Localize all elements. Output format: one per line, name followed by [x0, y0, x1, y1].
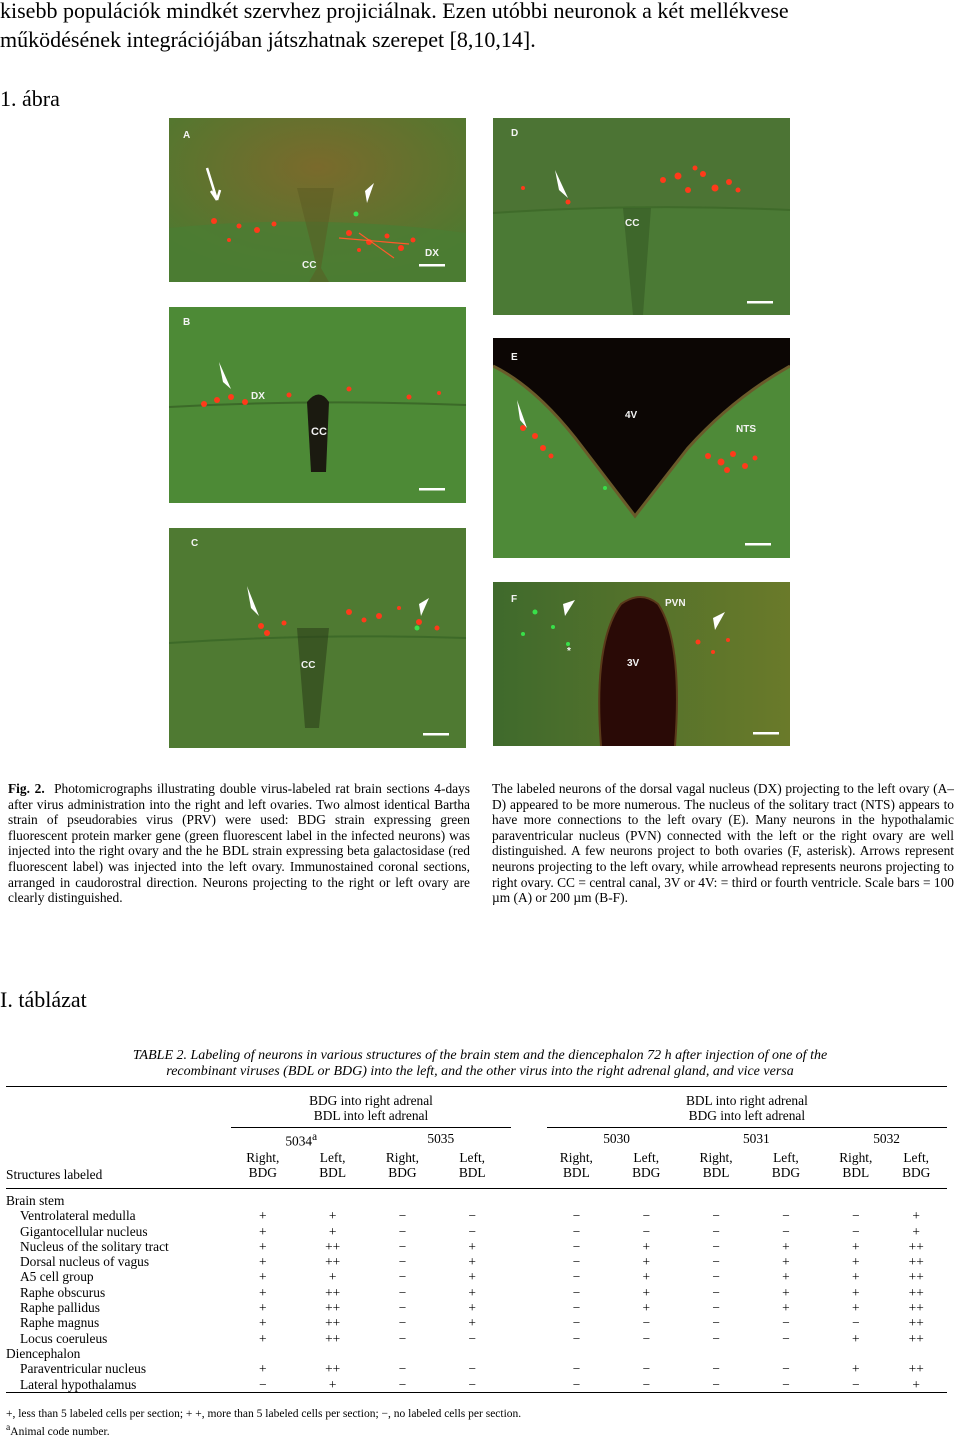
structure-label: Lateral hypothalamus — [20, 1376, 137, 1392]
group-gap — [511, 1254, 547, 1269]
panel-b-label-dx: DX — [251, 391, 265, 402]
table-cell: − — [712, 1238, 720, 1254]
sub-header-4-virus: BDL — [458, 1165, 486, 1180]
table-cell: + — [468, 1238, 476, 1254]
group-gap — [511, 1361, 547, 1376]
table-cell: − — [468, 1208, 476, 1224]
figure-caption-label: Fig. 2. — [8, 781, 45, 796]
group-gap — [511, 1224, 547, 1239]
table-cell: − — [468, 1223, 476, 1239]
table-cell: ++ — [908, 1269, 924, 1285]
figure-caption-left — [8, 781, 470, 906]
panel-c-letter: C — [191, 538, 199, 549]
group-gap — [511, 1208, 547, 1223]
panel-f-label-3v: 3V — [627, 658, 640, 669]
table-cell: ++ — [325, 1315, 341, 1331]
table-cell: − — [712, 1361, 720, 1377]
group-header-1-line-2: BDL into left adrenal — [313, 1108, 429, 1124]
structure-label: Dorsal nucleus of vagus — [20, 1254, 150, 1270]
micrograph-c-image — [169, 528, 466, 748]
micrograph-panel-f — [493, 582, 790, 746]
table-cell: + — [642, 1269, 650, 1285]
panel-d-label-cc: CC — [625, 218, 640, 229]
table-footnote-line-2-text: Animal code number. — [10, 1425, 110, 1438]
animal-5031: 5031 — [686, 1128, 826, 1151]
sub-header-7-virus: BDL — [702, 1165, 730, 1180]
structure-label: Gigantocellular nucleus — [20, 1223, 148, 1239]
sub-header-4-side: Left, — [459, 1150, 486, 1165]
sub-header-9-virus: BDL — [842, 1165, 870, 1180]
section-name: Diencephalon — [6, 1345, 81, 1361]
table-cell: − — [642, 1223, 650, 1239]
table-cell: + — [642, 1284, 650, 1300]
sub-header-5-side: Right, — [559, 1150, 593, 1165]
animal-5030: 5030 — [547, 1128, 687, 1151]
structure-label: Locus coeruleus — [20, 1330, 108, 1346]
table-cell: − — [572, 1330, 581, 1346]
table-row — [6, 1269, 947, 1284]
table-cell: + — [782, 1254, 790, 1270]
table-cell: − — [398, 1223, 407, 1239]
table-cell: − — [782, 1315, 790, 1331]
table-cell: + — [259, 1254, 267, 1270]
table-cell: + — [782, 1284, 790, 1300]
micrograph-b-image — [169, 307, 466, 503]
table-cell: + — [912, 1208, 920, 1224]
sub-header-8-virus: BDG — [771, 1165, 801, 1180]
group-header-2-line-1: BDL into right adrenal — [685, 1093, 808, 1108]
sub-header-1-virus: BDG — [248, 1165, 277, 1180]
structure-label: Nucleus of the solitary tract — [20, 1238, 169, 1254]
sub-header-9-side: Right, — [839, 1150, 873, 1165]
table-cell: − — [782, 1223, 790, 1239]
body-text-line-1: kisebb populációk mindkét szervhez projiciálnak. Ezen utóbbi neuronok a két mellékvese — [0, 0, 789, 23]
scale-bar — [745, 543, 771, 546]
table-cell: − — [712, 1376, 720, 1392]
table-cell: ++ — [325, 1300, 341, 1316]
table-title-line-1: TABLE 2. Labeling of neurons in various structures of the brain stem and the diencephalon 72 h after injection of one of the — [132, 1048, 828, 1063]
table-row — [6, 1361, 947, 1376]
table-cell: ++ — [908, 1315, 924, 1331]
table-cell: + — [468, 1284, 476, 1300]
table-title — [60, 1048, 900, 1080]
micrograph-e-image — [493, 338, 790, 558]
section-name: Brain stem — [6, 1193, 65, 1208]
table-cell: + — [259, 1284, 267, 1300]
table-cell: ++ — [325, 1254, 341, 1270]
structure-label: Ventrolateral medulla — [20, 1208, 136, 1224]
table-cell: − — [572, 1208, 581, 1224]
table-cell: − — [572, 1361, 581, 1377]
micrograph-d-image — [493, 118, 790, 315]
structure-label: Raphe magnus — [20, 1315, 100, 1331]
table-cell: + — [328, 1208, 337, 1224]
structure-label: Paraventricular nucleus — [20, 1361, 147, 1377]
table-row — [6, 1315, 947, 1330]
table-cell: − — [468, 1361, 476, 1377]
animal-footnote-mark: a — [312, 1130, 318, 1143]
table-cell: − — [398, 1269, 407, 1285]
table-cell: + — [642, 1238, 650, 1254]
table-row — [6, 1300, 947, 1315]
table-cell: + — [852, 1284, 860, 1300]
table-cell: − — [572, 1376, 581, 1392]
table-footnote-mark: a — [6, 1422, 11, 1433]
sub-header-7 — [686, 1150, 745, 1189]
sub-header-10 — [885, 1150, 947, 1189]
table-cell: − — [712, 1269, 720, 1285]
sub-header-10-virus: BDG — [902, 1165, 931, 1180]
group-gap — [511, 1300, 547, 1315]
panel-a-letter: A — [183, 130, 191, 141]
group-header-2 — [547, 1087, 947, 1128]
table-cell: − — [782, 1208, 790, 1224]
table-row — [6, 1239, 947, 1254]
structure-label: A5 cell group — [20, 1269, 94, 1285]
sub-header-8-side: Left, — [773, 1150, 799, 1165]
table-cell: ++ — [325, 1238, 341, 1254]
table-row — [6, 1285, 947, 1300]
panel-e-letter: E — [511, 352, 518, 363]
table-cell: − — [259, 1376, 267, 1392]
table-cell: − — [572, 1254, 581, 1270]
section-header-row — [6, 1189, 947, 1209]
table-cell: − — [852, 1208, 860, 1224]
scale-bar — [419, 488, 445, 491]
table-cell: + — [328, 1376, 337, 1392]
structure-label: Raphe obscurus — [20, 1284, 106, 1300]
group-gap — [511, 1315, 547, 1330]
table-cell: − — [782, 1361, 790, 1377]
panel-a-label-dx: DX — [425, 248, 439, 259]
sub-header-8 — [746, 1150, 826, 1189]
table-cell: + — [259, 1315, 267, 1331]
table-cell: + — [782, 1300, 790, 1316]
table-row — [6, 1331, 947, 1346]
micrograph-panel-e — [493, 338, 790, 558]
table-cell: + — [259, 1238, 267, 1254]
sub-header-2-virus: BDL — [319, 1165, 347, 1180]
table-cell: ++ — [908, 1361, 924, 1377]
panel-e-label-4v: 4V — [625, 410, 638, 421]
table-cell: + — [259, 1300, 267, 1316]
animal-5034 — [231, 1128, 371, 1151]
table-footnote-line-2 — [6, 1421, 521, 1439]
table-cell: + — [852, 1269, 860, 1285]
table-cell: − — [398, 1208, 407, 1224]
group-header-1-line-1: BDG into right adrenal — [309, 1093, 433, 1108]
animal-row — [6, 1128, 947, 1151]
panel-e-label-nts: NTS — [736, 424, 756, 435]
table-cell: + — [912, 1376, 920, 1392]
table-cell: + — [782, 1238, 790, 1254]
table-footnote-line-1: +, less than 5 labeled cells per section; + +, more than 5 labeled cells per section; −, no labeled cells per section. — [6, 1408, 522, 1420]
micrograph-a-image — [169, 118, 466, 282]
panel-c-label-cc: CC — [301, 660, 316, 671]
sub-header-6 — [606, 1150, 686, 1189]
animal-5034-code: 5034 — [285, 1133, 313, 1149]
table-cell: − — [398, 1284, 407, 1300]
panel-a-label-cc: CC — [302, 260, 317, 271]
body-text-line-2: működésének integrációjában játszhatnak szerepet [8,10,14]. — [0, 27, 536, 52]
table-cell: − — [398, 1238, 407, 1254]
group-gap — [511, 1285, 547, 1300]
table-row — [6, 1208, 947, 1223]
table-cell: − — [642, 1361, 650, 1377]
micrograph-panel-b — [169, 307, 466, 503]
table-cell: − — [642, 1315, 650, 1331]
table-cell: − — [572, 1315, 581, 1331]
scale-bar — [753, 732, 779, 735]
table-cell: − — [572, 1300, 581, 1316]
table-cell: + — [782, 1269, 790, 1285]
scale-bar — [423, 733, 449, 736]
table-cell: + — [642, 1254, 650, 1270]
micrograph-panel-d — [493, 118, 790, 315]
table-cell: − — [642, 1208, 650, 1224]
sub-header-3-side: Right, — [385, 1150, 419, 1165]
structure-label: Raphe pallidus — [20, 1300, 100, 1316]
table-cell: + — [852, 1330, 860, 1346]
table-cell: − — [468, 1376, 476, 1392]
group-header-1 — [231, 1087, 510, 1128]
table-cell: − — [398, 1315, 407, 1331]
scale-bar — [747, 301, 773, 304]
micrograph-f-image — [493, 582, 790, 746]
panel-f-letter: F — [511, 594, 518, 605]
table-body — [6, 1189, 947, 1393]
sub-header-3-virus: BDG — [388, 1165, 417, 1180]
table-cell: − — [712, 1315, 720, 1331]
figure-caption-left-text: Photomicrographs illustrating double virus-labeled rat brain sections 4-days after virus administration into the right and left ovaries. Two almost identical Bartha strain of pseudorabies virus (PRV) were used: BDG strain expressing green fluorescent protein marker gene (green fluorescent label in the infected neurons) was injected into the right ovary and the he BDL strain expressing beta galactosidase (red fluorescent label) was injected into the left ovary. Immunostained coronal sections, arranged in caudorostral direction. Neurons projecting to the right or left ovary are clearly distinguished. — [8, 781, 470, 906]
table-title-line-2: recombinant viruses (BDL or BDG) into the left, and the other virus into the right adrenal gland, and vice versa — [166, 1064, 794, 1079]
panel-f-asterisk: * — [567, 646, 571, 657]
animal-5032: 5032 — [826, 1128, 947, 1151]
structures-header: Structures labeled — [6, 1166, 103, 1182]
micrograph-panel-c — [169, 528, 466, 748]
table-cell: − — [712, 1284, 720, 1300]
panel-f-label-pvn: PVN — [665, 598, 686, 609]
table-cell: + — [468, 1254, 476, 1270]
table-cell: + — [468, 1300, 476, 1316]
table-cell: + — [259, 1223, 267, 1239]
sub-header-6-virus: BDG — [632, 1165, 661, 1180]
table-cell: − — [572, 1223, 581, 1239]
sub-header-9 — [826, 1150, 885, 1189]
table-cell: + — [852, 1238, 860, 1254]
table-heading: I. táblázat — [0, 987, 87, 1012]
table-cell: − — [468, 1330, 476, 1346]
table-cell: ++ — [325, 1284, 341, 1300]
table-cell: ++ — [325, 1330, 341, 1346]
table-cell: + — [328, 1269, 337, 1285]
table-cell: ++ — [908, 1254, 924, 1270]
scale-bar — [419, 264, 445, 267]
table-cell: + — [852, 1254, 860, 1270]
panel-b-letter: B — [183, 317, 191, 328]
table-cell: − — [712, 1223, 720, 1239]
table-cell: − — [572, 1284, 581, 1300]
sub-header-5-virus: BDL — [562, 1165, 590, 1180]
sub-header-5 — [547, 1150, 606, 1189]
table-cell: − — [642, 1330, 650, 1346]
labeling-table — [6, 1086, 947, 1393]
table-cell: ++ — [908, 1238, 924, 1254]
table-cell: − — [852, 1315, 860, 1331]
panel-b-label-cc: CC — [311, 426, 327, 438]
table-cell: − — [712, 1208, 720, 1224]
group-header-2-line-2: BDG into left adrenal — [688, 1108, 806, 1124]
table-cell: + — [852, 1361, 860, 1377]
sub-header-2-side: Left, — [319, 1150, 346, 1165]
group-gap — [511, 1331, 547, 1346]
group-gap — [511, 1269, 547, 1284]
table-cell: + — [852, 1300, 860, 1316]
table-cell: − — [852, 1223, 860, 1239]
figure-caption-right: The labeled neurons of the dorsal vagal nucleus (DX) projecting to the left ovary (A–D) appeared to be more numerous. The nucleus of the solitary tract (NTS) appears to have more connections to the left ovary (E). Many neurons in the hypothalamic paraventricular nucleus (PVN) connected with the left or the right ovary are well distinguished. A few neurons project to both ovaries (F, asterisk). Arrows represent neurons projecting to the left ovary, while arrowhead represents neurons projecting to right ovary. CC = central canal, 3V or 4V: = third or fourth ventricle. Scale bars = 100 µm (A) or 200 µm (B-F). — [492, 781, 954, 906]
table-cell: + — [259, 1208, 267, 1224]
table-cell: − — [398, 1330, 407, 1346]
table-cell: − — [712, 1330, 720, 1346]
table-cell: − — [572, 1269, 581, 1285]
sub-header-6-side: Left, — [633, 1150, 660, 1165]
section-header-row — [6, 1346, 947, 1361]
sub-header-row — [6, 1150, 947, 1189]
sub-header-3 — [371, 1150, 434, 1189]
table-cell: − — [852, 1376, 860, 1392]
table-cell: ++ — [908, 1300, 924, 1316]
table-row — [6, 1254, 947, 1269]
table-cell: ++ — [908, 1330, 924, 1346]
group-gap — [511, 1377, 547, 1393]
table-row — [6, 1224, 947, 1239]
table-cell: + — [912, 1223, 920, 1239]
sub-header-1 — [231, 1150, 294, 1189]
table-cell: − — [712, 1300, 720, 1316]
table-cell: ++ — [325, 1361, 341, 1377]
table-cell: + — [328, 1223, 337, 1239]
table-cell: − — [398, 1376, 407, 1392]
table-cell: − — [572, 1238, 581, 1254]
sub-header-7-side: Right, — [699, 1150, 733, 1165]
table-cell: + — [259, 1330, 267, 1346]
table-cell: + — [259, 1361, 267, 1377]
table-cell: ++ — [908, 1284, 924, 1300]
table-cell: − — [398, 1361, 407, 1377]
panel-d-letter: D — [511, 128, 519, 139]
micrograph-panel-a — [169, 118, 466, 282]
table-cell: − — [782, 1330, 790, 1346]
group-header-row — [6, 1087, 947, 1128]
sub-header-1-side: Right, — [246, 1150, 280, 1165]
table-row — [6, 1377, 947, 1393]
table-cell: − — [712, 1254, 720, 1270]
sub-header-4 — [434, 1150, 511, 1189]
table-cell: − — [782, 1376, 790, 1392]
sub-header-10-side: Left, — [903, 1150, 930, 1165]
sub-header-2 — [294, 1150, 371, 1189]
figure-heading: 1. ábra — [0, 86, 60, 111]
group-gap — [511, 1239, 547, 1254]
animal-5035: 5035 — [371, 1128, 511, 1151]
table-cell: + — [642, 1300, 650, 1316]
table-footnote — [6, 1408, 521, 1439]
table-cell: + — [468, 1269, 476, 1285]
table-cell: − — [398, 1300, 407, 1316]
table-cell: + — [468, 1315, 476, 1331]
table-cell: + — [259, 1269, 267, 1285]
table-cell: − — [398, 1254, 407, 1270]
table-cell: − — [642, 1376, 650, 1392]
